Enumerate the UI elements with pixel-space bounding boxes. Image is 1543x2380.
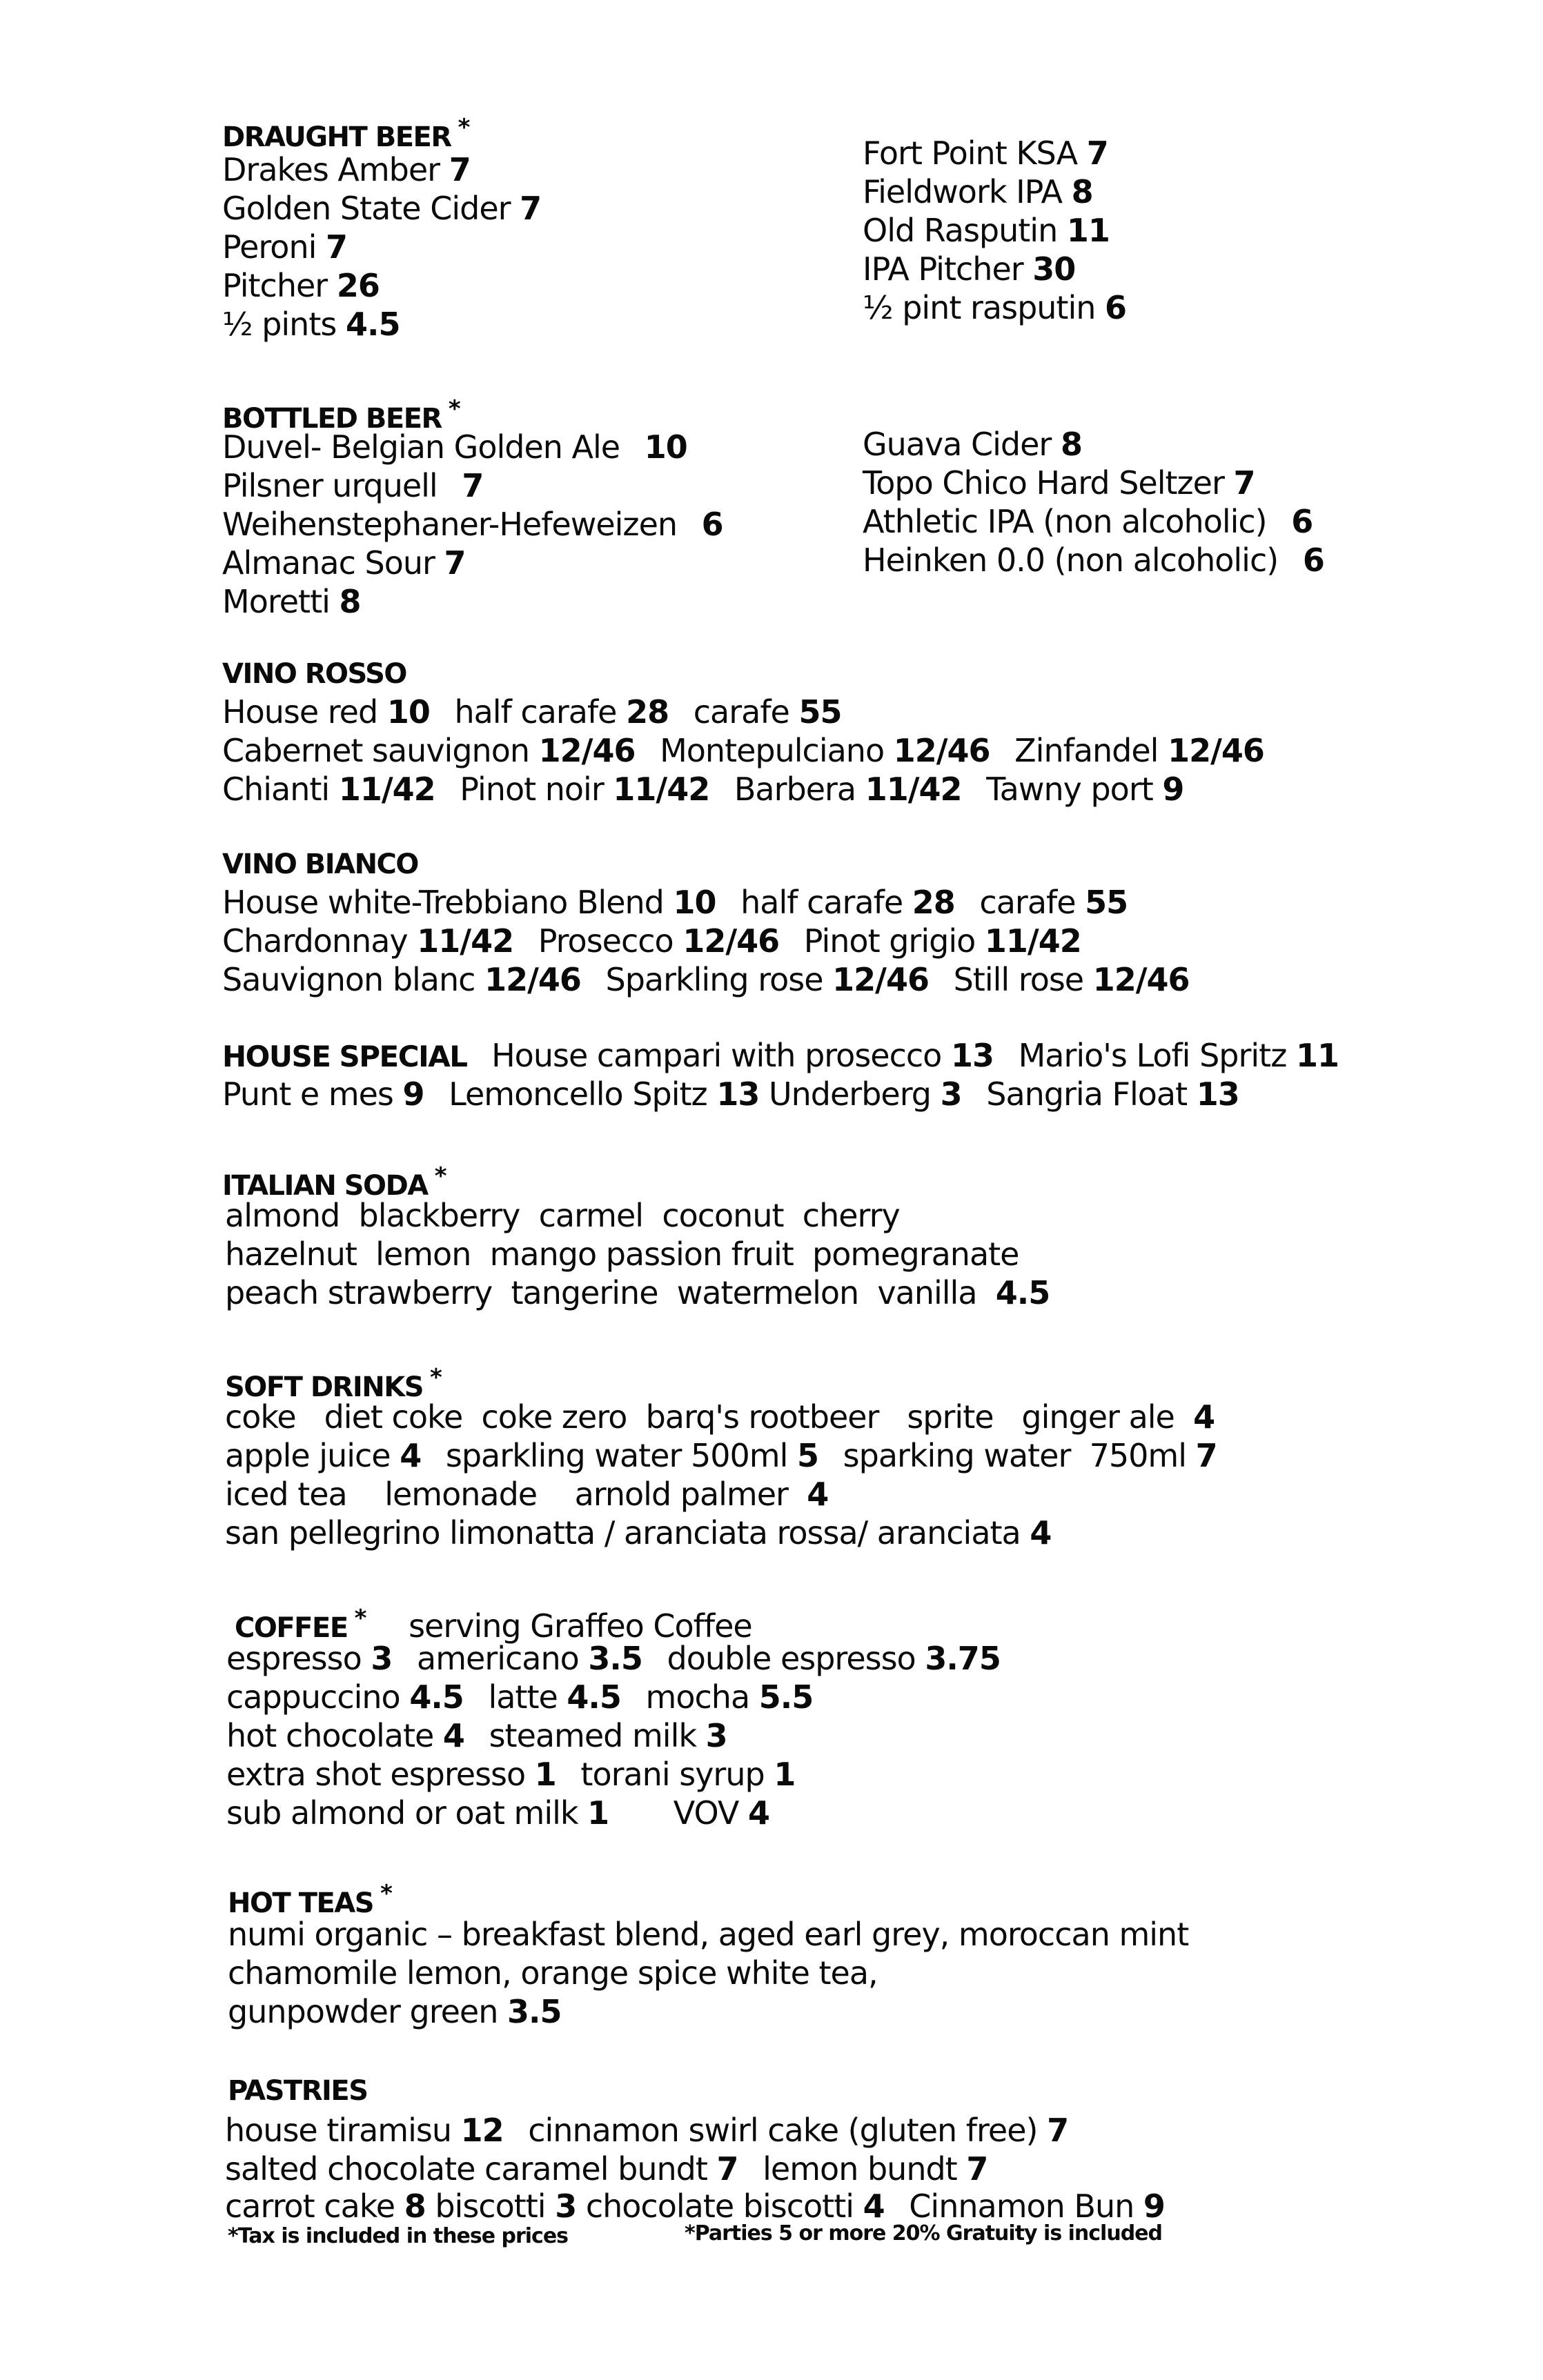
menu-item: Pilsner urquell 7 bbox=[222, 467, 484, 504]
menu-line: salted chocolate caramel bundt 7 lemon bundt 7 bbox=[225, 2150, 988, 2188]
menu-line: hot chocolate 4 steamed milk 3 bbox=[226, 1717, 727, 1754]
menu-item: Old Rasputin 11 bbox=[863, 212, 1110, 249]
menu-line: hazelnut lemon mango passion fruit pomegranate bbox=[225, 1236, 1019, 1273]
menu-line: apple juice 4 sparkling water 500ml 5 sparking water 750ml 7 bbox=[225, 1437, 1217, 1474]
section-title: BOTTLED BEER * bbox=[222, 395, 460, 435]
menu-line: chamomile lemon, orange spice white tea, bbox=[228, 1954, 878, 1992]
menu-item: Almanac Sour 7 bbox=[222, 544, 466, 582]
section-title: COFFEE bbox=[235, 1612, 348, 1644]
menu-line: Sauvignon blanc 12/46 Sparkling rose 12/46 Still rose 12/46 bbox=[222, 961, 1190, 998]
menu-line: Punt e mes 9 Lemoncello Spitz 13 Underberg 3 Sangria Float 13 bbox=[222, 1075, 1239, 1113]
menu-item: ½ pints 4.5 bbox=[222, 306, 400, 343]
menu-item: Athletic IPA (non alcoholic) 6 bbox=[863, 503, 1313, 540]
menu-item: ½ pint rasputin 6 bbox=[863, 289, 1127, 326]
asterisk-marker: * bbox=[380, 1880, 392, 1907]
section-title: PASTRIES bbox=[228, 2075, 368, 2107]
menu-item: Fieldwork IPA 8 bbox=[863, 173, 1093, 210]
section-title: SOFT DRINKS * bbox=[225, 1364, 442, 1403]
menu-line: coke diet coke coke zero barq's rootbeer sprite ginger ale 4 bbox=[225, 1398, 1215, 1436]
menu-item: Fort Point KSA 7 bbox=[863, 135, 1108, 172]
menu-item: Topo Chico Hard Seltzer 7 bbox=[863, 464, 1255, 502]
section-title: VINO BIANCO bbox=[222, 849, 418, 880]
menu-item: IPA Pitcher 30 bbox=[863, 250, 1076, 288]
menu-line: house tiramisu 12 cinnamon swirl cake (gluten free) 7 bbox=[225, 2112, 1069, 2149]
menu-line: san pellegrino limonatta / aranciata rossa/ aranciata 4 bbox=[225, 1514, 1052, 1551]
menu-line: numi organic – breakfast blend, aged earl grey, moroccan mint bbox=[228, 1916, 1189, 1953]
menu-item: Golden State Cider 7 bbox=[222, 190, 542, 227]
asterisk-marker: * bbox=[434, 1162, 446, 1190]
section-title: ITALIAN SODA * bbox=[222, 1162, 446, 1202]
menu-line: HOUSE SPECIAL House campari with prosecco 13 Mario's Lofi Spritz 11 bbox=[222, 1037, 1339, 1074]
section-title: HOUSE SPECIAL bbox=[222, 1040, 467, 1073]
menu-item: Weihenstephaner-Hefeweizen 6 bbox=[222, 506, 723, 543]
section-title: DRAUGHT BEER * bbox=[222, 114, 469, 153]
gratuity-note: *Parties 5 or more 20% Gratuity is included bbox=[685, 2221, 1162, 2245]
asterisk-marker: * bbox=[458, 114, 469, 141]
menu-line: COFFEE * serving Graffeo Coffee bbox=[235, 1605, 752, 1645]
menu-line: almond blackberry carmel coconut cherry bbox=[225, 1197, 900, 1234]
menu-item: Pitcher 26 bbox=[222, 267, 380, 304]
menu-line: carrot cake 8 biscotti 3 chocolate biscotti 4 Cinnamon Bun 9 bbox=[225, 2188, 1165, 2225]
menu-line: House white-Trebbiano Blend 10 half carafe 28 carafe 55 bbox=[222, 884, 1128, 921]
menu-item: Guava Cider 8 bbox=[863, 426, 1082, 463]
menu-item: Drakes Amber 7 bbox=[222, 151, 471, 188]
menu-line: Chardonnay 11/42 Prosecco 12/46 Pinot grigio 11/42 bbox=[222, 922, 1081, 960]
menu-item: Duvel- Belgian Golden Ale 10 bbox=[222, 428, 687, 466]
menu-line: House red 10 half carafe 28 carafe 55 bbox=[222, 693, 842, 731]
menu-line: sub almond or oat milk 1 VOV 4 bbox=[226, 1794, 769, 1832]
menu-line: iced tea lemonade arnold palmer 4 bbox=[225, 1476, 829, 1513]
asterisk-marker: * bbox=[354, 1605, 366, 1632]
menu-line: Cabernet sauvignon 12/46 Montepulciano 12/46 Zinfandel 12/46 bbox=[222, 732, 1264, 769]
menu-line: cappuccino 4.5 latte 4.5 mocha 5.5 bbox=[226, 1678, 814, 1716]
menu-line: gunpowder green 3.5 bbox=[228, 1993, 562, 2030]
menu-item: Heinken 0.0 (non alcoholic) 6 bbox=[863, 542, 1324, 579]
menu-line: extra shot espresso 1 torani syrup 1 bbox=[226, 1756, 796, 1793]
section-title: HOT TEAS * bbox=[228, 1880, 392, 1919]
menu-item: Peroni 7 bbox=[222, 228, 348, 266]
menu-line: peach strawberry tangerine watermelon vanilla 4.5 bbox=[225, 1274, 1050, 1311]
asterisk-marker: * bbox=[448, 395, 460, 423]
menu-line: Chianti 11/42 Pinot noir 11/42 Barbera 11/42 Tawny port 9 bbox=[222, 771, 1184, 808]
asterisk-marker: * bbox=[430, 1364, 442, 1391]
menu-item: Moretti 8 bbox=[222, 583, 361, 620]
tax-note: *Tax is included in these prices bbox=[228, 2224, 569, 2248]
section-title: VINO ROSSO bbox=[222, 658, 406, 690]
menu-line: espresso 3 americano 3.5 double espresso 3.75 bbox=[226, 1640, 1001, 1677]
